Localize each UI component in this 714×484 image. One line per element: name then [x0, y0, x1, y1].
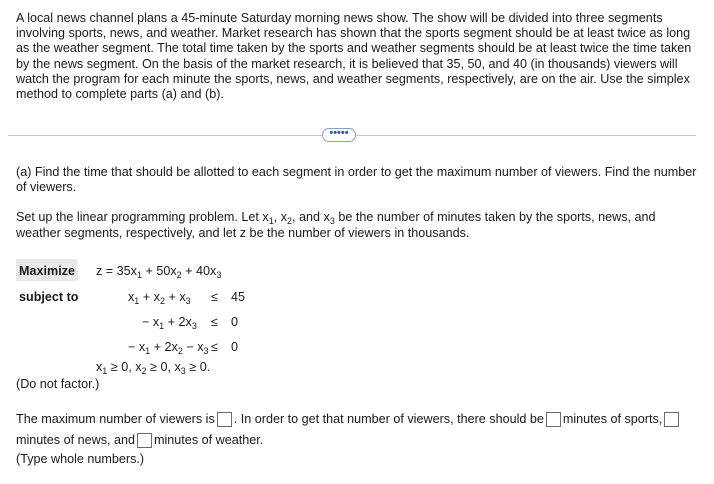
- problem-statement: A local news channel plans a 45-minute Saturday morning news show. The show will be divided into three segments involving sports, news, and weather. Market research has shown that the sports segment should be at least twice as long as the weather segment. The total time taken by the sports and weather segments should be at least twice the time taken by the news segment. On the basis of the market research, it is believed that 35, 50, and 40 (in thousands) viewers will watch the program for each minute the sports, news, and weather segments, respectively, are on the air. Use the simplex method to complete parts (a) and (b).: [16, 11, 692, 102]
- constraint-3-rhs: 0: [231, 340, 239, 354]
- news-minutes-input[interactable]: [664, 412, 679, 427]
- setup-sub-3: 3: [329, 216, 335, 226]
- c3-part-b: + 2x: [150, 340, 178, 354]
- constraint-3: [128, 340, 209, 354]
- c3-sub-3: 3: [203, 346, 209, 356]
- c2-part-b: + 2x: [164, 315, 192, 329]
- objective-sub-2: 2: [176, 270, 182, 280]
- constraint-1: [128, 290, 191, 304]
- c1-part-b: + x: [139, 290, 160, 304]
- sports-minutes-input[interactable]: [546, 412, 561, 427]
- nonneg-sub-2: 2: [141, 366, 147, 376]
- setup-text-2: , x: [273, 210, 288, 224]
- c1-sub-3: 3: [185, 296, 191, 306]
- nonneg-sub-1: 1: [102, 366, 108, 376]
- setup-text-3: , and x: [292, 210, 330, 224]
- c2-sub-1: 1: [159, 321, 165, 331]
- weather-minutes-input[interactable]: [137, 433, 152, 448]
- max-viewers-input[interactable]: [217, 412, 232, 427]
- c1-part-a: x: [128, 290, 135, 304]
- setup-text-1: Set up the linear programming problem. Let x: [16, 210, 269, 224]
- answer-text-4: minutes of news, and: [16, 433, 136, 447]
- nonneg-part-c: ≥ 0, x: [146, 360, 181, 374]
- answer-text-1: The maximum number of viewers is: [16, 412, 215, 426]
- nonneg-part-b: ≥ 0, x: [107, 360, 142, 374]
- expand-more-button[interactable]: [322, 128, 356, 142]
- c2-part-a: − x: [142, 315, 160, 329]
- nonneg-part-d: ≥ 0.: [185, 360, 211, 374]
- answer-sentence: [16, 409, 706, 451]
- nonneg-sub-3: 3: [180, 366, 186, 376]
- constraint-2: [142, 315, 197, 329]
- setup-text-4: be the number of minutes taken by the sports, news, and weather segments, respectively, and let z be the number of viewers in thousands.: [16, 210, 656, 240]
- c3-part-c: − x: [182, 340, 204, 354]
- constraint-1-rhs: 45: [231, 290, 246, 304]
- constraint-2-relation: ≤: [211, 315, 218, 329]
- maximize-label: Maximize: [19, 264, 75, 278]
- constraint-1-relation: ≤: [211, 290, 218, 304]
- objective-part-b: + 50x: [141, 264, 177, 278]
- c1-sub-2: 2: [159, 296, 165, 306]
- objective-sub-1: 1: [136, 270, 142, 280]
- constraint-2-rhs: 0: [231, 315, 239, 329]
- c3-part-a: − x: [128, 340, 146, 354]
- do-not-factor-note: (Do not factor.): [16, 377, 100, 391]
- nonneg-part-a: x: [96, 360, 103, 374]
- constraint-3-relation: ≤: [211, 340, 218, 354]
- setup-sub-2: 2: [287, 216, 293, 226]
- setup-sub-1: 1: [268, 216, 274, 226]
- c1-sub-1: 1: [134, 296, 140, 306]
- more-dots-label: •••••: [329, 127, 349, 139]
- answer-text-2: . In order to get that number of viewers, there should be: [233, 412, 544, 426]
- subject-to-label: subject to: [19, 290, 79, 304]
- objective-function: [96, 264, 221, 278]
- c3-sub-1: 1: [145, 346, 151, 356]
- type-whole-numbers-note: (Type whole numbers.): [16, 452, 145, 466]
- objective-part-a: z = 35x: [96, 264, 137, 278]
- objective-part-c: + 40x: [181, 264, 217, 278]
- nonnegativity-constraint: [96, 360, 210, 374]
- objective-sub-3: 3: [216, 270, 222, 280]
- c3-sub-2: 2: [177, 346, 183, 356]
- c2-sub-3: 3: [191, 321, 197, 331]
- answer-text-5: minutes of weather.: [154, 433, 264, 447]
- setup-instructions: [16, 209, 700, 241]
- answer-text-3: minutes of sports,: [562, 412, 663, 426]
- part-a-question: (a) Find the time that should be allotted to each segment in order to get the maximum number of viewers. Find the number of viewers.: [16, 165, 697, 195]
- c1-part-c: + x: [164, 290, 186, 304]
